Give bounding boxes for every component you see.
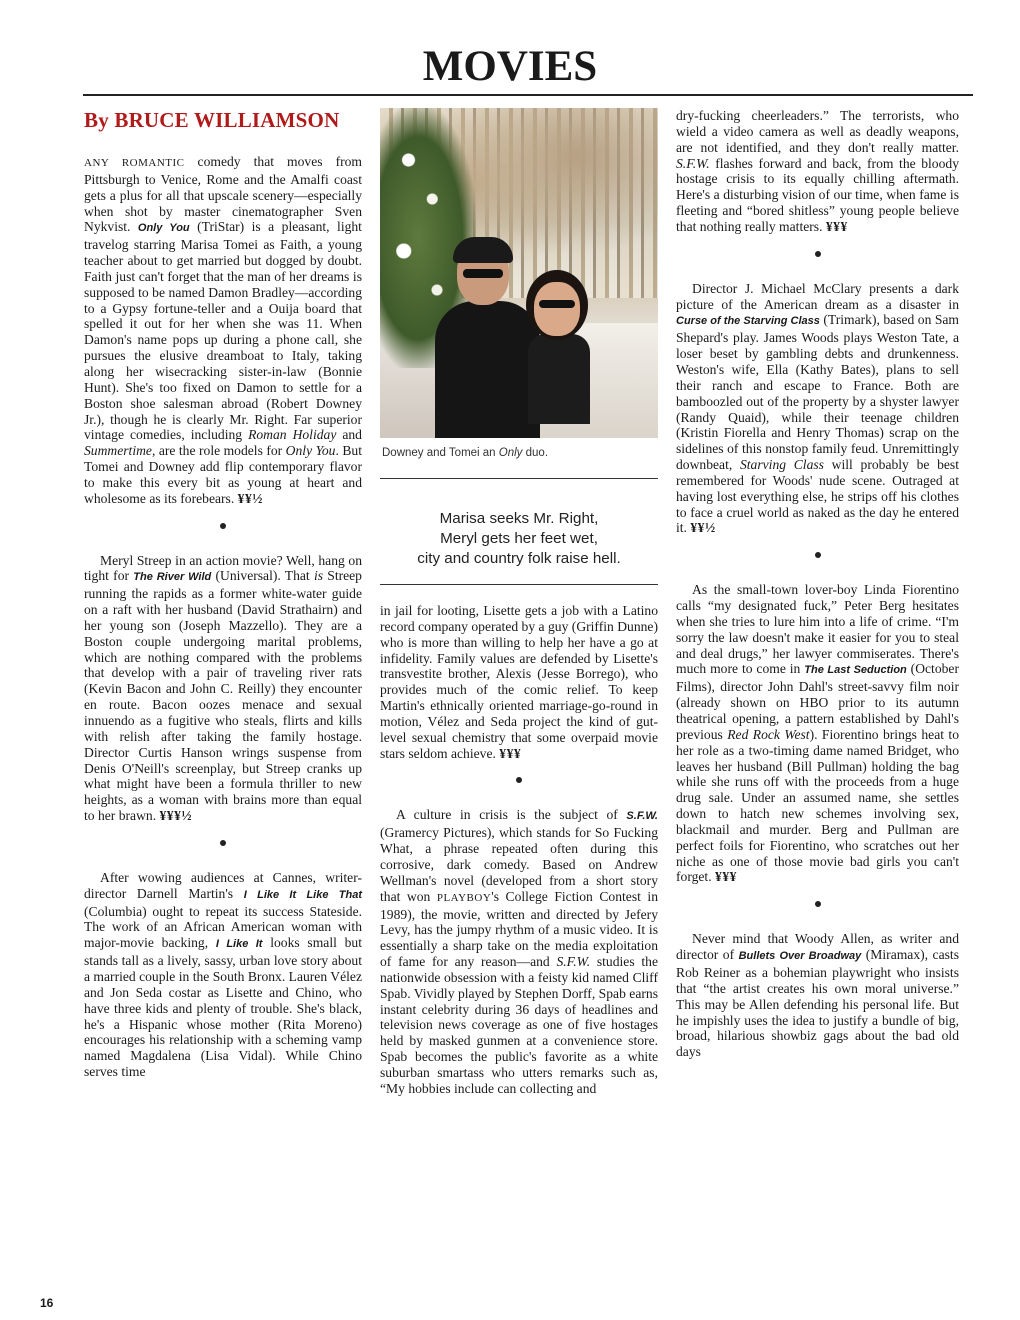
- review-river-wild: Meryl Streep in an action movie? Well, hang on tight for The River Wild (Universal). That is Streep running the rapids as a former white-water guide on a raft with her husband (David Strathairn) and her young son (Joseph Mazzello). They are a Boston couple undergoing marital problems, which are nothing compared with the problems that develop with a pair of traveling river rats (Kevin Bacon and John C. Reilly) they encounter en route. Bacon oozes menace and sexual innuendo as a fugitive who steals, flirts and kills with relish after taking the family hostage. Director Curtis Hanson wrings suspense from Denis O'Neill's screenplay, but Streep cranks up what might have been a formula thriller to new heights, as a woman with brains more than equal to her brawn. ¥¥¥½: [84, 552, 362, 824]
- column-3: [676, 108, 959, 1060]
- review-continued: in jail for looting, Lisette gets a job with a Latino record company operated by a guy (Griffin Dunne) who is more than willing to help her have a go at infidelity. Family values are defended by Lisette's transvestite brother, Alexis (Jesse Borrego), who provides much of the comic relief. To keep Martin's ethnically oriented marriage-go-round in motion, Vélez and Seda project the kind of gut-level sexual chemistry that some overpaid movie stars seldom achieve. ¥¥¥: [380, 603, 658, 761]
- column-2: [380, 108, 658, 1097]
- photo-caption: Downey and Tomei an Only duo.: [382, 447, 549, 459]
- separator-bullet: [84, 835, 362, 851]
- pullquote: [380, 479, 658, 584]
- column-1: [84, 108, 362, 1080]
- separator-bullet: [676, 547, 959, 563]
- section-title: MOVIES: [422, 43, 598, 90]
- review-curse-of-starving-class: Director J. Michael McClary presents a dark picture of the American dream as a disaster in Curse of the Starving Class (Trimark), based on Sam Shepard's play. James Woods plays Weston Tate, a loser beset by gambling debts and drunkenness. Weston's wife, Ella (Kathy Bates), plans to sell their ranch and escape to France. Both are bamboozled out of the property by a shyster lawyer (Randy Quaid), while their teenage children (Kristin Fiorella and Henry Thomas) scrap on the sidelines of this nonstop family feud. Unremittingly downbeat, Starving Class will probably be best remembered for Woods' nude scene. Outraged at having lost everything else, he strips off his clothes to face a cruel world as naked as the day he entered it. ¥¥½: [676, 280, 959, 536]
- separator-bullet: [380, 772, 658, 788]
- separator-bullet: [676, 246, 959, 262]
- pullquote-rule-bottom: [380, 584, 658, 585]
- title-rule: [83, 94, 973, 96]
- review-last-seduction: As the small-town lover-boy Linda Fiorentino calls “my designated fuck,” Peter Berg hesitates when she tries to lure him into a life of crime. “I'm sorry the law doesn't make it easier for you to steal and deal drugs,” her lawyer commiserates. There's much more to come in The Last Seduction (October Films), director John Dahl's street-savvy film noir (already shown on HBO prior to its autumn theatrical opening, a pattern established by Dahl's previous Red Rock West). Fiorentino brings heat to her role as a two-timing dame named Bridget, who leaves her husband (Bill Pullman) holding the bag while she runs off with the proceeds from a huge drug sale. Under an assumed name, she settles down to hatch new schemes involving sex, blackmail and murder. Berg and Pullman are perfect foils for Fiorentino, who scratches out her niche as one of those movie bad girls you can't forget. ¥¥¥: [676, 582, 959, 885]
- pullquote-line: Meryl gets her feet wet,: [440, 530, 598, 547]
- movie-still-photo: [380, 108, 658, 438]
- review-bullets-over-broadway: Never mind that Woody Allen, as writer and director of Bullets Over Broadway (Miramax), casts Rob Reiner as a bohemian playwright who insists that “the artist creates his own moral universe.” This may be Allen defending his personal life. But he impishly uses the idea to justify a bundle of big, broad, hilarious showbiz gags about the bad old days: [676, 931, 959, 1060]
- pullquote-line: Marisa seeks Mr. Right,: [439, 510, 599, 527]
- separator-bullet: [676, 896, 959, 912]
- byline: By BRUCE WILLIAMSON: [84, 108, 340, 132]
- review-only-you: ANY ROMANTIC comedy that moves from Pittsburgh to Venice, Rome and the Amalfi coast gets a plus for all that upscale scenery—especially when shot by master cinematographer Sven Nykvist. Only You (TriStar) is a pleasant, light travelog starring Marisa Tomei as Faith, a young teacher about to get married but dogged by doubt. Faith just can't forget that the man of her dreams is supposed to be named Damon Bradley—according to a Gypsy fortune-teller and a Ouija board that spelled it out for her when she was 11. When Damon's name pops up during a phone call, she pursues the elusive dreamboat to Italy, taking along her wisecracking sister-in-law (Bonnie Hunt). She's too fixed on Damon to settle for a Boston shoe salesman abroad (Robert Downey Jr.), though he is clearly Mr. Right. Far superior vintage comedies, including Roman Holiday and Summertime, are the role models for Only You. But Tomei and Downey add flip contemporary flavor to make this every bit as young at heart and wholesome as its forebears. ¥¥½: [84, 154, 362, 506]
- review-sfw: A culture in crisis is the subject of S.F.W. (Gramercy Pictures), which stands for So Fucking What, a phrase repeated often during this corrosive, dark comedy. Based on Andrew Wellman's novel (developed from a short story that won PLAYBOY's College Fiction Contest in 1989), the movie, written and directed by Jefery Levy, has the jumpy rhythm of a music video. It is essentially a sharp take on the media exploitation of fame for any reason—and S.F.W. studies the nationwide obsession with a feisty kid named Cliff Spab. Vividly played by Stephen Dorff, Spab earns instant celebrity during 36 days of headlines and television news coverage as one of five hostages held by masked gunmen at a convenience store. Spab becomes the public's favorite as a white suburban smartass who utters remarks such as, “My hobbies include can collecting and: [380, 807, 658, 1096]
- page-number: 16: [40, 1296, 54, 1310]
- pullquote-line: city and country folk raise hell.: [417, 550, 621, 567]
- review-i-like-it-like-that: After wowing audiences at Cannes, writer-director Darnell Martin's I Like It Like That (Columbia) ought to repeat its success Stateside. The work of an African American woman with major-movie backing, I Like It looks small but stands tall as a lively, sassy, urban love story about a married couple in the South Bronx. Lauren Vélez and Jon Seda costar as Lisette and Chino, who have three kids and plenty of trouble. She's black, he's a Hispanic whose mother (Rita Moreno) encourages his relationship with a scheming vamp named Magdalena (Lisa Vidal). While Chino serves time: [84, 869, 363, 1080]
- review-sfw-continued: dry-fucking cheerleaders.” The terrorists, who wield a video camera as well as deadly weapons, are not identified, and they don't really matter. S.F.W. flashes forward and back, from the bloody hostage crisis to its equally chilling aftermath. Here's a disturbing vision of our time, when fame is fleeting and “bored shitless” young people believe that nothing really matters. ¥¥¥: [676, 108, 959, 234]
- separator-bullet: [84, 518, 362, 534]
